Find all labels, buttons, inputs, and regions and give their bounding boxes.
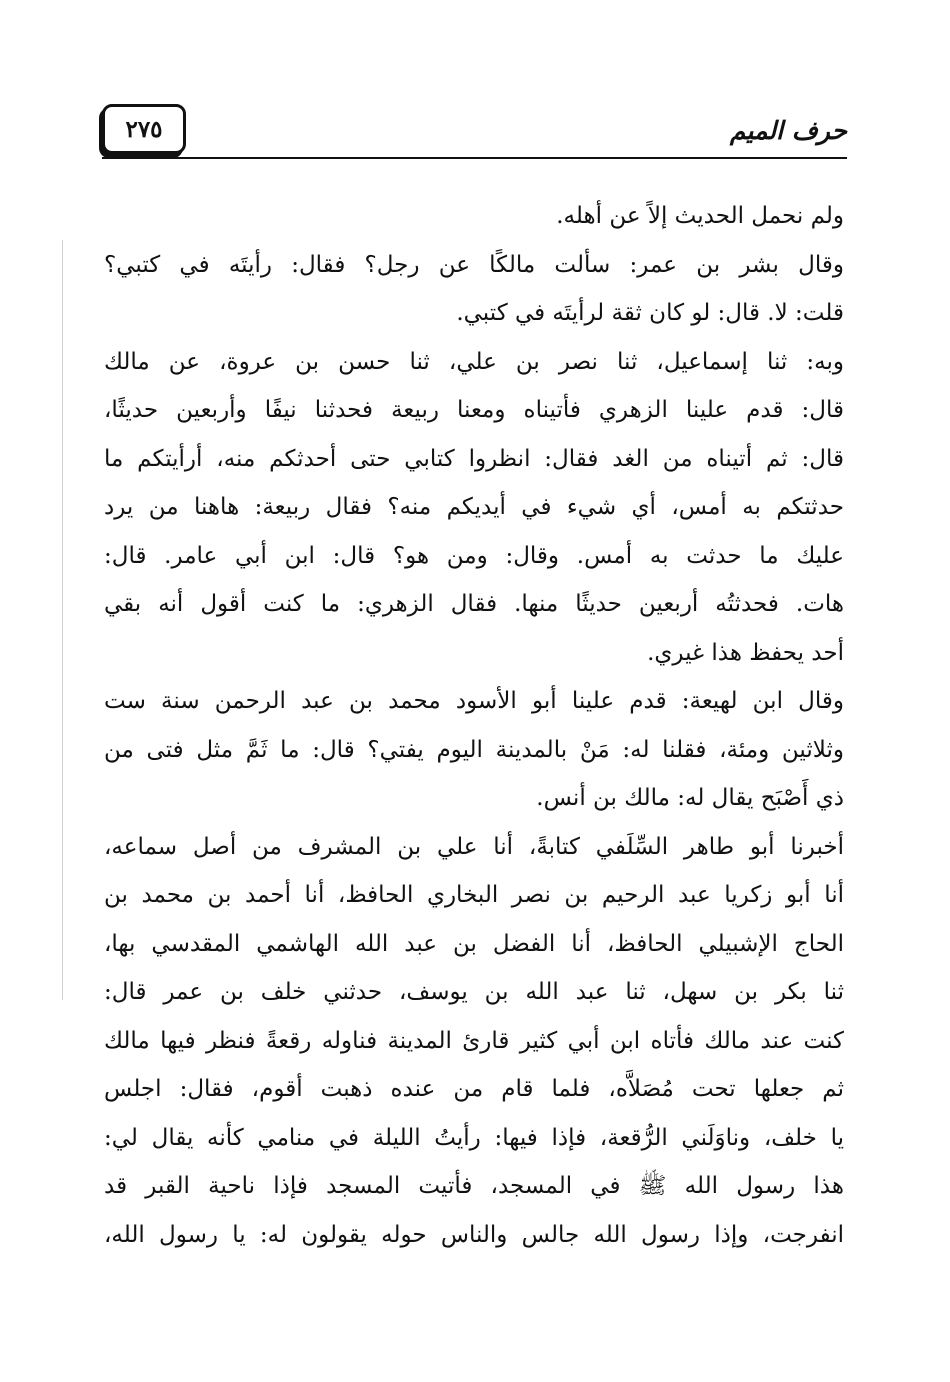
page-number: ٢٧٥ xyxy=(102,104,186,154)
margin-rule xyxy=(62,240,63,1000)
text-line: ثم جعلها تحت مُصَلاَّه، فلما قام من عنده ذهبت أقوم، فقال: اجلس xyxy=(104,1076,844,1102)
text-line: وقال ابن لهيعة: قدم علينا أبو الأسود محمد بن عبد الرحمن سنة ست xyxy=(104,688,844,714)
text-line: ولم نحمل الحديث إلاً عن أهله. xyxy=(556,203,844,229)
text-line: أخبرنا أبو طاهر السِّلَفي كتابةً، أنا علي بن المشرف من أصل سماعه، xyxy=(104,833,844,860)
text-line: انفرجت، وإذا رسول الله جالس والناس حوله يقولون له: يا رسول الله، xyxy=(104,1221,844,1248)
text-line: الحاج الإشبيلي الحافظ، أنا الفضل بن عبد الله الهاشمي المقدسي بها، xyxy=(104,930,844,957)
text-line: وثلاثين ومئة، فقلنا له: مَنْ بالمدينة اليوم يفتي؟ قال: ما ثَمَّ مثل فتى من xyxy=(104,736,844,763)
text-line: قال: ثم أتيناه من الغد فقال: انظروا كتابي حتى أحدثكم منه، أرأيتكم ما xyxy=(104,445,844,472)
running-head xyxy=(102,100,847,160)
text-line: أنا أبو زكريا عبد الرحيم بن نصر البخاري الحافظ، أنا أحمد بن محمد بن xyxy=(104,882,844,908)
text-line: عليك ما حدثت به أمس. وقال: ومن هو؟ قال: ابن أبي عامر. قال: xyxy=(104,542,844,569)
text-line: قلت: لا. قال: لو كان ثقة لرأيتَه في كتبي. xyxy=(456,300,844,326)
text-line: ثنا بكر بن سهل، ثنا عبد الله بن يوسف، حدثني خلف بن عمر قال: xyxy=(104,979,844,1005)
text-line: حدثتكم به أمس، أي شيء في أيديكم منه؟ فقال ربيعة: هاهنا من يرد xyxy=(104,494,844,520)
text-line: وقال بشر بن عمر: سألت مالكًا عن رجل؟ فقال: رأيتَه في كتبي؟ xyxy=(104,251,844,278)
text-line: قال: قدم علينا الزهري فأتيناه ومعنا ربيعة فحدثنا نيفًا وأربعين حديثًا، xyxy=(104,397,844,423)
text-line: يا خلف، وناوَلَني الرُّقعة، فإذا فيها: رأيتُ الليلة في منامي كأنه يقال لي: xyxy=(104,1124,844,1151)
text-line: هذا رسول الله ﷺ في المسجد، فأتيت المسجد فإذا ناحية القبر قد xyxy=(104,1173,844,1199)
header-rule xyxy=(102,157,847,159)
text-line: ذي أَصْبَح يقال له: مالك بن أنس. xyxy=(536,785,844,811)
text-line: هات. فحدثتُه أربعين حديثًا منها. فقال الزهري: ما كنت أقول أنه بقي xyxy=(104,591,844,617)
text-line: وبه: ثنا إسماعيل، ثنا نصر بن علي، ثنا حسن بن عروة، عن مالك xyxy=(104,348,844,375)
text-line: أحد يحفظ هذا غيري. xyxy=(647,639,844,666)
text-line: كنت عند مالك فأتاه ابن أبي كثير قارئ المدينة فناوله رقعةً فنظر فيها مالك xyxy=(104,1027,844,1054)
body-text xyxy=(104,192,844,1259)
chapter-title: حرف الميم xyxy=(729,116,847,145)
